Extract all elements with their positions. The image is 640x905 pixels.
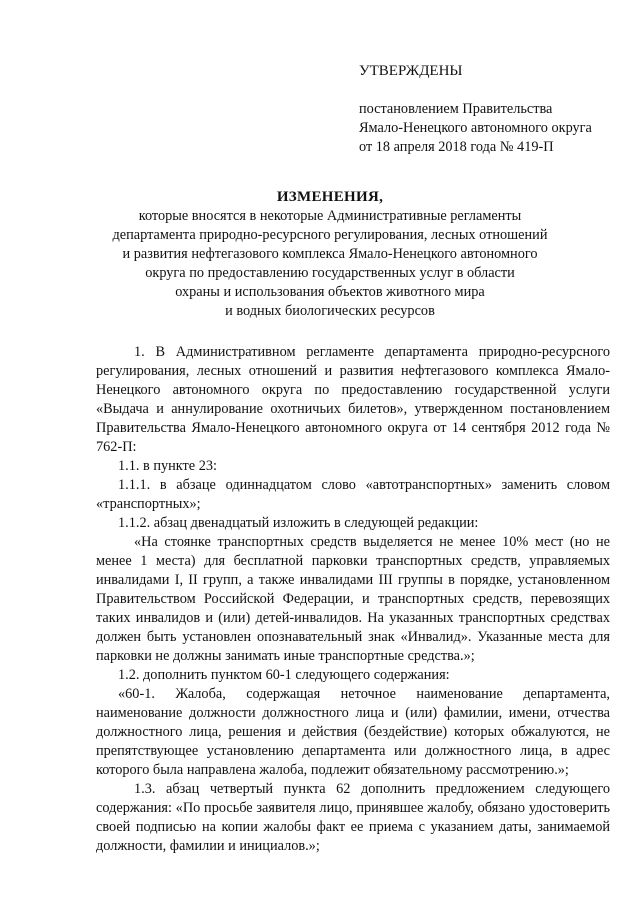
paragraph-quote-60-1: «60-1. Жалоба, содержащая неточное наименование департамента, наименование должности должностного лица и (или) фамилии, имени, отчества должностного лица, решения и действия (бездействие) которых обжалуются, не препятствующее установлению департамента или должностного лица, в адрес которого была направлена жалоба, подлежит обязательному рассмотрению.»;: [96, 686, 610, 778]
approval-line: от 18 апреля 2018 года № 419-П: [359, 139, 554, 155]
heading-subtitle-line: округа по предоставлению государственных услуг в области: [145, 265, 515, 281]
approval-line: Ямало-Ненецкого автономного округа: [359, 120, 592, 136]
approval-title: УТВЕРЖДЕНЫ: [359, 63, 463, 79]
paragraph-item-1-2: 1.2. дополнить пунктом 60-1 следующего содержания:: [118, 667, 450, 683]
approval-block: [359, 62, 592, 157]
paragraph-item-1-1-2: 1.1.2. абзац двенадцатый изложить в следующей редакции:: [118, 515, 479, 531]
paragraph-item-1-3: 1.3. абзац четвертый пункта 62 дополнить предложением следующего содержания: «По просьбе заявителя лицо, принявшее жалобу, обязано удостоверить своей подписью на копии жалобы факт ее приема с указанием даты, занимаемой должности, фамилии и инициалов.»;: [96, 781, 610, 854]
document-heading: [70, 188, 590, 321]
approval-line: постановлением Правительства: [359, 101, 553, 117]
heading-subtitle-line: охраны и использования объектов животного мира: [175, 284, 485, 300]
heading-subtitle-line: которые вносятся в некоторые Административные регламенты: [138, 208, 522, 224]
heading-subtitle-line: департамента природно-ресурсного регулирования, лесных отношений: [112, 227, 548, 243]
heading-title: ИЗМЕНЕНИЯ,: [276, 189, 384, 205]
paragraph-item-1-1-1: 1.1.1. в абзаце одиннадцатом слово «автотранспортных» заменить словом «транспортных»;: [96, 477, 610, 512]
paragraph-item-1-1: 1.1. в пункте 23:: [118, 458, 217, 474]
heading-subtitle-line: и развития нефтегазового комплекса Ямало-Ненецкого автономного: [122, 246, 538, 262]
paragraph-item-1: 1. В Административном регламенте департамента природно-ресурсного регулирования, лесных отношений и развития нефтегазового комплекса Ямало-Ненецкого автономного округа по предоставлению государственной услуги «Выдача и аннулирование охотничьих билетов», утвержденном постановлением Правительства Ямало-Ненецкого автономного округа от 14 сентября 2012 года № 762-П:: [96, 344, 610, 455]
paragraph-quote-parking: «На стоянке транспортных средств выделяется не менее 10% мест (но не менее 1 места) для бесплатной парковки транспортных средств, управляемых инвалидами I, II групп, а также инвалидами III группы в порядке, установленном Правительством Российской Федерации, и транспортных средств, перевозящих таких инвалидов и (или) детей-инвалидов. На указанных транспортных средствах должен быть установлен опознавательный знак «Инвалид». Указанные места для парковки не должны занимать иные транспортные средства.»;: [96, 534, 610, 664]
heading-subtitle-line: и водных биологических ресурсов: [225, 303, 435, 319]
document-body: [96, 343, 610, 856]
